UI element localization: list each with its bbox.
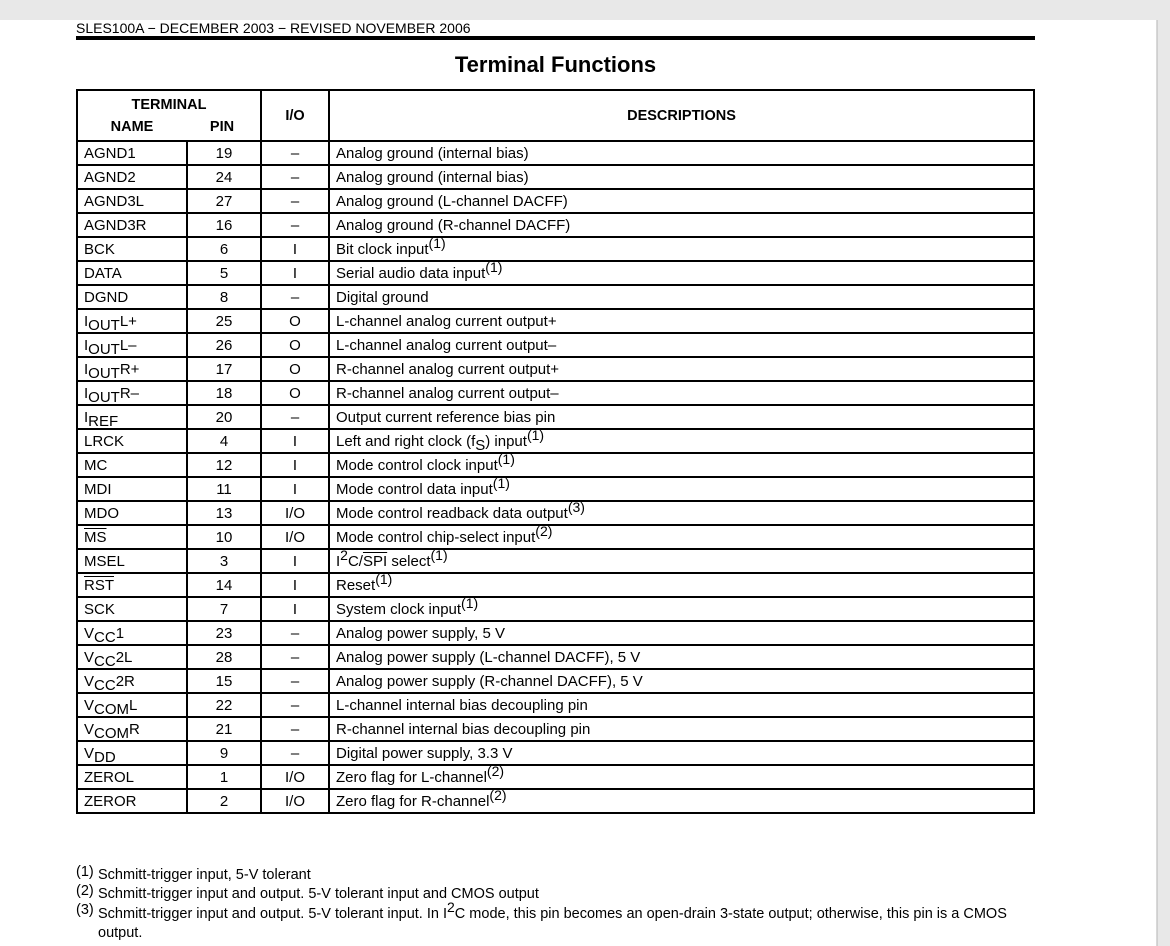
description-overlined: $\overline{SPI}$ <box>362 552 388 570</box>
table-row <box>77 765 1034 789</box>
table-row <box>77 213 1034 237</box>
document-header: SLES100A − DECEMBER 2003 − REVISED NOVEMBER 2006 <box>76 20 471 36</box>
terminal-description <box>329 717 1034 741</box>
table-row <box>77 405 1034 429</box>
terminal-name <box>77 645 187 669</box>
terminal-io: – <box>261 717 329 741</box>
terminal-name-subscript: CC <box>94 676 116 694</box>
terminal-name: ZEROR <box>77 789 187 813</box>
name-header: NAME <box>110 118 154 135</box>
terminal-name-main: I <box>84 360 89 378</box>
terminal-pin: 16 <box>187 213 261 237</box>
terminal-io: I/O <box>261 765 329 789</box>
terminal-description <box>329 474 1034 501</box>
description-text: Mode control readback data output <box>336 504 568 522</box>
terminal-name: AGND2 <box>77 165 187 189</box>
description-text: Mode control data input <box>336 480 493 498</box>
description-text: Reset <box>336 576 376 594</box>
terminal-pin: 21 <box>187 717 261 741</box>
terminal-io: I <box>261 453 329 477</box>
description-text: L-channel analog current output+ <box>336 312 557 330</box>
table-row <box>77 693 1034 717</box>
terminal-pin: 27 <box>187 189 261 213</box>
terminal-description <box>329 258 1034 285</box>
table-row <box>77 645 1034 669</box>
footnote-text <box>98 899 1036 943</box>
description-text: R-channel analog current output+ <box>336 360 560 378</box>
terminal-name: MSEL <box>77 549 187 573</box>
footnote-reference: (1) <box>430 546 448 563</box>
terminal-description <box>329 522 1034 549</box>
footnote-text: Schmitt-trigger input, 5-V tolerant <box>98 867 311 883</box>
io-header: I/O <box>261 90 329 141</box>
header-rule <box>76 36 1035 40</box>
terminal-pin: 3 <box>187 549 261 573</box>
terminal-name-subscript: CC <box>94 628 116 646</box>
description-text: Analog ground (internal bias) <box>336 144 529 162</box>
terminal-io: I <box>261 549 329 573</box>
terminal-io: – <box>261 165 329 189</box>
description-text: R-channel analog current output– <box>336 384 559 402</box>
terminal-description <box>329 213 1034 237</box>
footnote-mark: (1) <box>76 864 94 880</box>
description-text: Digital ground <box>336 288 429 306</box>
table-row <box>77 477 1034 501</box>
terminal-name <box>77 669 187 693</box>
terminal-pin: 18 <box>187 381 261 405</box>
terminal-name-main: V <box>84 696 95 714</box>
terminal-name <box>77 717 187 741</box>
terminal-name-main: V <box>84 744 95 762</box>
terminal-description <box>329 189 1034 213</box>
footnote-reference: (2) <box>486 762 505 779</box>
terminal-name-suffix: L <box>129 696 138 714</box>
terminal-pin: 20 <box>187 405 261 429</box>
terminal-io: – <box>261 189 329 213</box>
terminal-name: MDI <box>77 477 187 501</box>
table-body <box>77 141 1034 813</box>
terminal-name-suffix: L– <box>119 336 137 354</box>
table-row <box>77 357 1034 381</box>
table-row <box>77 501 1034 525</box>
terminal-name-main: I <box>84 336 89 354</box>
terminal-description <box>329 546 1034 573</box>
footnote-text-part: Schmitt-trigger input and output. 5-V tolerant input. In I <box>98 906 447 922</box>
terminal-name-main: V <box>84 720 95 738</box>
table-row <box>77 285 1034 309</box>
terminal-pin: 25 <box>187 309 261 333</box>
table-row <box>77 165 1034 189</box>
terminal-pin: 14 <box>187 573 261 597</box>
table-row <box>77 381 1034 405</box>
footnote-text: Schmitt-trigger input and output. 5-V tolerant input and CMOS output <box>98 886 539 902</box>
terminal-name <box>77 573 187 597</box>
table-row <box>77 525 1034 549</box>
terminal-description <box>329 333 1034 357</box>
terminal-io: – <box>261 693 329 717</box>
terminal-pin: 26 <box>187 333 261 357</box>
description-text: Output current reference bias pin <box>336 408 556 426</box>
description-text: Mode control clock input <box>336 456 498 474</box>
terminal-name <box>77 357 187 381</box>
terminal-label: TERMINAL <box>131 96 207 113</box>
terminal-io: – <box>261 621 329 645</box>
terminal-description <box>329 309 1034 333</box>
terminal-functions-table <box>76 89 1035 814</box>
terminal-io: I/O <box>261 501 329 525</box>
footnote-reference: (1) <box>485 258 503 275</box>
page-title: Terminal Functions <box>454 52 657 77</box>
terminal-io: I <box>261 477 329 501</box>
terminal-pin: 28 <box>187 645 261 669</box>
terminal-name: DGND <box>77 285 187 309</box>
terminal-io: I/O <box>261 525 329 549</box>
description-text: Zero flag for R-channel <box>336 792 490 810</box>
table-row <box>77 669 1034 693</box>
terminal-io: – <box>261 645 329 669</box>
footnote-reference: (1) <box>526 426 545 443</box>
terminal-description <box>329 381 1034 405</box>
terminal-name: SCK <box>77 597 187 621</box>
footnote-reference: (3) <box>567 498 585 515</box>
terminal-name <box>77 333 187 357</box>
footnote <box>76 885 1036 904</box>
terminal-pin: 24 <box>187 165 261 189</box>
terminal-pin: 8 <box>187 285 261 309</box>
description-text: Digital power supply, 3.3 V <box>336 744 513 762</box>
terminal-name-suffix: 2L <box>115 648 133 666</box>
terminal-name: MC <box>77 453 187 477</box>
terminal-description <box>329 645 1034 669</box>
terminal-io: – <box>261 741 329 765</box>
viewer-toolbar <box>0 0 1170 20</box>
terminal-name-suffix: R– <box>119 384 140 402</box>
terminal-name-main: I <box>84 312 89 330</box>
terminal-name-suffix: 2R <box>115 672 135 690</box>
terminal-name-suffix: L+ <box>119 312 137 330</box>
terminal-pin: 15 <box>187 669 261 693</box>
description-text: Left and right clock (f <box>336 432 476 450</box>
description-text: ) input <box>485 432 527 450</box>
terminal-description <box>329 741 1034 765</box>
terminal-pin: 9 <box>187 741 261 765</box>
terminal-name-subscript: OUT <box>88 388 120 406</box>
table-row <box>77 189 1034 213</box>
terminal-pin: 1 <box>187 765 261 789</box>
description-text: Analog power supply (L-channel DACFF), 5 V <box>336 648 641 666</box>
terminal-io: I <box>261 429 329 453</box>
terminal-pin: 23 <box>187 621 261 645</box>
terminal-io: O <box>261 357 329 381</box>
description-text: Analog ground (L-channel DACFF) <box>336 192 568 210</box>
table-row <box>77 237 1034 261</box>
terminal-io: – <box>261 141 329 165</box>
terminal-description <box>329 141 1034 165</box>
footnote-mark: (2) <box>76 883 94 899</box>
terminal-pin: 13 <box>187 501 261 525</box>
terminal-io: – <box>261 285 329 309</box>
footnote <box>76 866 1036 885</box>
footnote <box>76 899 1036 943</box>
description-superscript: 2 <box>340 546 348 563</box>
terminal-name: DATA <box>77 261 187 285</box>
terminal-io: I <box>261 261 329 285</box>
footnote-reference: (2) <box>535 522 553 539</box>
terminal-io: – <box>261 213 329 237</box>
terminal-description <box>329 450 1034 477</box>
description-text: Analog ground (internal bias) <box>336 168 529 186</box>
terminal-description <box>329 693 1034 717</box>
description-text: I <box>336 552 341 570</box>
terminal-name-subscript: REF <box>88 412 119 430</box>
terminal-io: – <box>261 669 329 693</box>
terminal-functions-table-wrapper <box>76 89 1035 814</box>
terminal-io: I <box>261 237 329 261</box>
description-text: C/ <box>347 552 363 570</box>
description-text: Mode control chip-select input <box>336 528 536 546</box>
terminal-name-subscript: OUT <box>88 316 120 334</box>
description-text: R-channel internal bias decoupling pin <box>336 720 591 738</box>
terminal-name-subscript: CC <box>94 652 116 670</box>
terminal-description <box>329 234 1034 261</box>
description-text: Analog ground (R-channel DACFF) <box>336 216 571 234</box>
table-row <box>77 621 1034 645</box>
description-text: L-channel internal bias decoupling pin <box>336 696 588 714</box>
terminal-description <box>329 426 1034 454</box>
terminal-io: O <box>261 381 329 405</box>
description-text: System clock input <box>336 600 462 618</box>
footnote-mark: (3) <box>76 902 94 918</box>
terminal-name-subscript: DD <box>94 748 116 766</box>
description-text: Analog power supply, 5 V <box>336 624 505 642</box>
terminal-name-suffix: 1 <box>115 624 125 642</box>
terminal-name-suffix: R+ <box>119 360 140 378</box>
footnotes <box>76 866 1036 943</box>
table-row <box>77 789 1034 813</box>
description-text: Zero flag for L-channel <box>336 768 487 786</box>
terminal-name <box>77 309 187 333</box>
terminal-name: ZEROL <box>77 765 187 789</box>
terminal-description <box>329 405 1034 429</box>
terminal-name <box>77 621 187 645</box>
vertical-scrollbar[interactable] <box>1157 20 1170 946</box>
table-row <box>77 573 1034 597</box>
terminal-name: AGND3L <box>77 189 187 213</box>
table-row <box>77 141 1034 165</box>
table-row <box>77 549 1034 573</box>
terminal-description <box>329 594 1034 621</box>
terminal-name: BCK <box>77 237 187 261</box>
terminal-pin: 6 <box>187 237 261 261</box>
terminal-name-main: V <box>84 672 95 690</box>
footnote-reference: (2) <box>489 786 507 803</box>
footnote-reference: (1) <box>492 474 510 491</box>
description-text: select <box>387 552 431 570</box>
terminal-name-subscript: OUT <box>88 364 120 382</box>
terminal-name-subscript: OUT <box>88 340 120 358</box>
terminal-name-overlined: $\overline{RST}$ <box>84 576 114 594</box>
terminal-name <box>77 525 187 549</box>
description-text: Analog power supply (R-channel DACFF), 5 V <box>336 672 643 690</box>
footnote-reference: (1) <box>497 450 515 467</box>
terminal-name-overlined: $\overline{MS}$ <box>84 528 107 546</box>
footnote-reference: (1) <box>428 234 446 251</box>
terminal-name: AGND3R <box>77 213 187 237</box>
table-row <box>77 333 1034 357</box>
table-row <box>77 309 1034 333</box>
terminal-description <box>329 165 1034 189</box>
terminal-pin: 2 <box>187 789 261 813</box>
terminal-name: LRCK <box>77 429 187 453</box>
terminal-name <box>77 693 187 717</box>
pin-header: PIN <box>209 118 235 135</box>
table-row <box>77 597 1034 621</box>
description-subscript: S <box>475 436 486 454</box>
terminal-name: AGND1 <box>77 141 187 165</box>
description-text: Serial audio data input <box>336 264 486 282</box>
terminal-name-main: V <box>84 648 95 666</box>
table-row <box>77 717 1034 741</box>
terminal-io: O <box>261 333 329 357</box>
terminal-pin: 7 <box>187 597 261 621</box>
terminal-io: I <box>261 573 329 597</box>
terminal-pin: 5 <box>187 261 261 285</box>
footnote-text-part: C mode, this pin becomes an open-drain 3-state output; otherwise, this pin is a CMOS output. <box>98 906 1007 941</box>
terminal-io: I/O <box>261 789 329 813</box>
terminal-name <box>77 741 187 765</box>
terminal-name-main: V <box>84 624 95 642</box>
table-row <box>77 429 1034 453</box>
description-text: L-channel analog current output– <box>336 336 557 354</box>
terminal-io: – <box>261 405 329 429</box>
terminal-description <box>329 669 1034 693</box>
terminal-pin: 19 <box>187 141 261 165</box>
terminal-description <box>329 621 1034 645</box>
descriptions-header: DESCRIPTIONS <box>329 90 1034 141</box>
footnote-reference: (1) <box>375 570 393 587</box>
terminal-description <box>329 570 1034 597</box>
terminal-io: O <box>261 309 329 333</box>
footnote-reference: (1) <box>461 594 479 611</box>
terminal-header <box>77 90 261 141</box>
terminal-description <box>329 285 1034 309</box>
terminal-name: MDO <box>77 501 187 525</box>
terminal-name-main: I <box>84 384 89 402</box>
terminal-pin: 10 <box>187 525 261 549</box>
terminal-description <box>329 498 1034 525</box>
terminal-name-subscript: COM <box>94 700 130 718</box>
terminal-name <box>77 381 187 405</box>
terminal-name-suffix: R <box>129 720 140 738</box>
terminal-name-main: I <box>84 408 89 426</box>
terminal-pin: 4 <box>187 429 261 453</box>
terminal-description <box>329 357 1034 381</box>
terminal-name-subscript: COM <box>94 724 130 742</box>
terminal-description <box>329 762 1034 789</box>
table-row <box>77 261 1034 285</box>
description-text: Bit clock input <box>336 240 429 258</box>
table-row <box>77 453 1034 477</box>
terminal-pin: 12 <box>187 453 261 477</box>
terminal-description <box>329 786 1034 813</box>
terminal-pin: 22 <box>187 693 261 717</box>
footnote-superscript: 2 <box>447 899 455 915</box>
table-row <box>77 741 1034 765</box>
terminal-io: I <box>261 597 329 621</box>
terminal-name <box>77 405 187 429</box>
terminal-pin: 17 <box>187 357 261 381</box>
terminal-pin: 11 <box>187 477 261 501</box>
